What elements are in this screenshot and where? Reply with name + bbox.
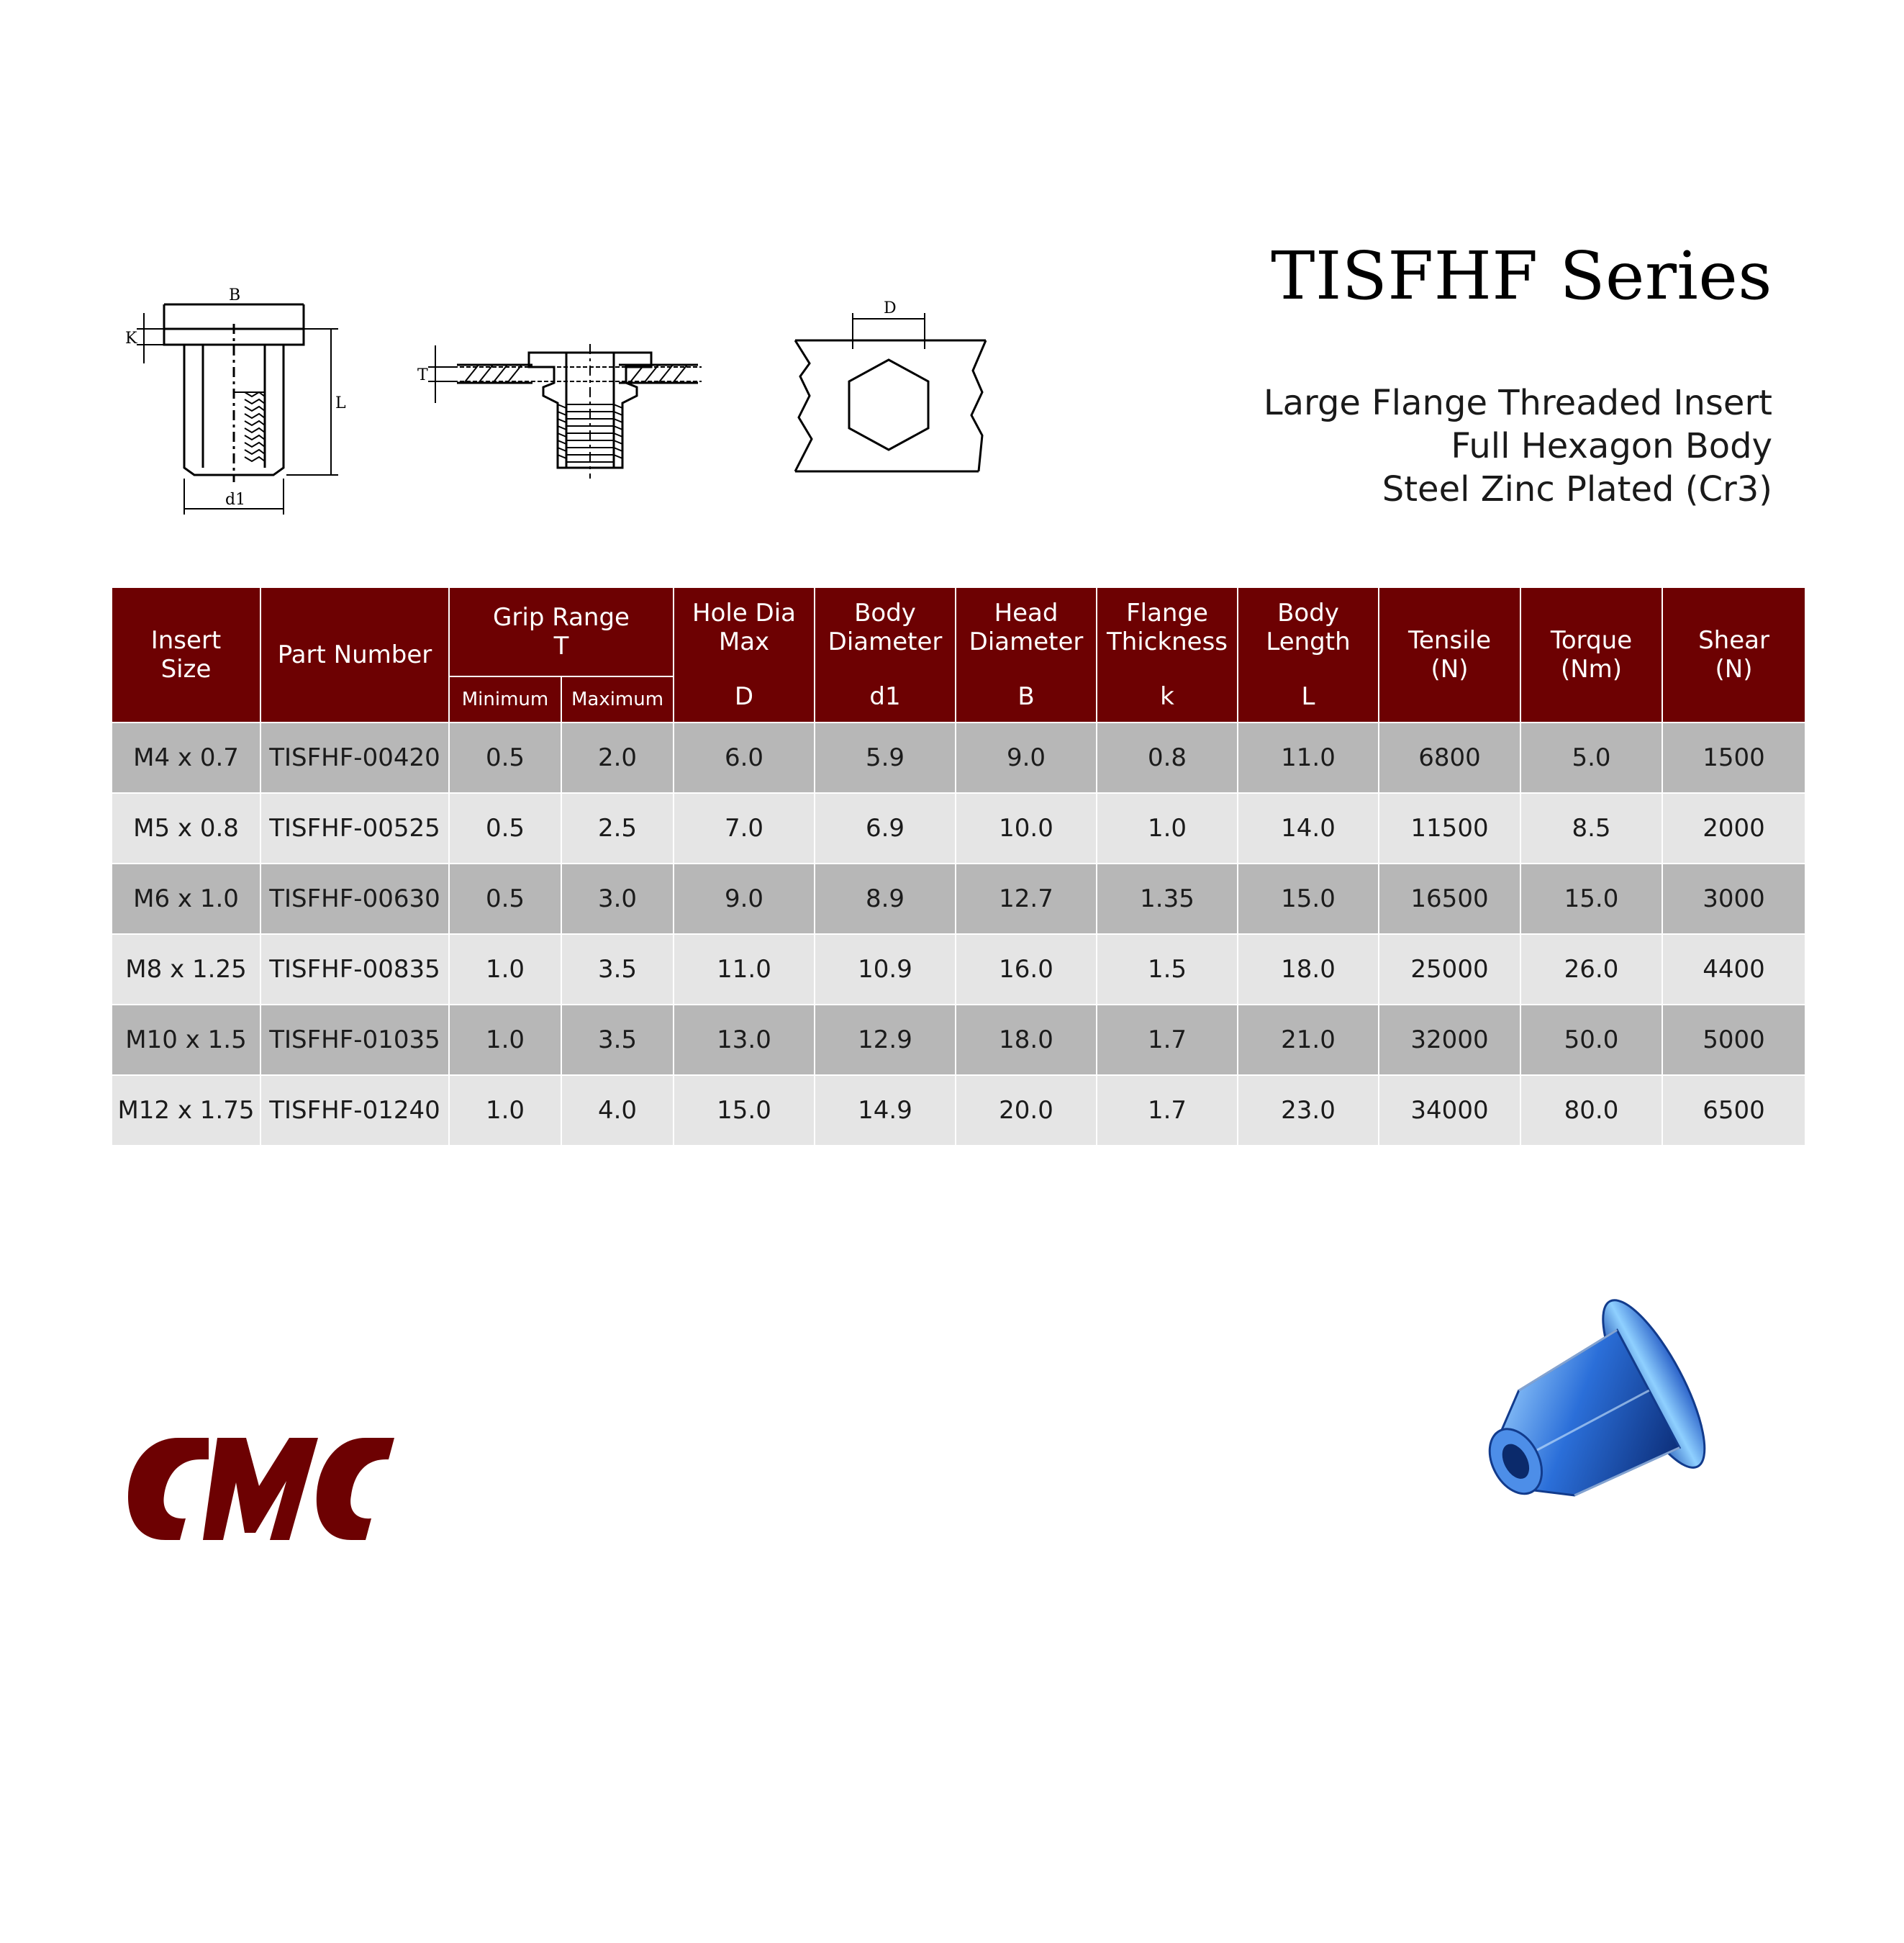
cell-shear: 6500	[1662, 1075, 1805, 1146]
cell-grip-min: 0.5	[449, 793, 561, 864]
cell-tensile: 32000	[1379, 1005, 1520, 1075]
col-header-flange-thickness	[1097, 587, 1238, 723]
cell-shear: 4400	[1662, 934, 1805, 1005]
header-text: Diameter	[969, 628, 1084, 656]
cell-grip-min: 1.0	[449, 1075, 561, 1146]
cell-hole-dia: 9.0	[674, 864, 815, 934]
cell-torque: 8.5	[1520, 793, 1662, 864]
installed-section-drawing	[414, 338, 716, 482]
dim-label-k: K	[125, 330, 137, 348]
cell-part-number: TISFHF-00630	[260, 864, 449, 934]
col-header-tensile	[1379, 587, 1520, 723]
cell-torque: 15.0	[1520, 864, 1662, 934]
cell-body-diameter: 10.9	[815, 934, 956, 1005]
cell-body-diameter: 8.9	[815, 864, 956, 934]
cell-hole-dia: 7.0	[674, 793, 815, 864]
header-text: Diameter	[828, 628, 943, 656]
hex-hole-drawing	[784, 291, 1000, 479]
cell-body-length: 14.0	[1238, 793, 1379, 864]
cell-head-diameter: 9.0	[956, 723, 1097, 793]
col-header-grip-max: Maximum	[561, 676, 674, 723]
cell-grip-min: 1.0	[449, 934, 561, 1005]
cell-flange-thickness: 1.7	[1097, 1075, 1238, 1146]
table-row	[112, 1005, 1805, 1075]
cell-insert-size: M5 x 0.8	[112, 793, 260, 864]
series-title: TISFHF Series	[1271, 237, 1772, 314]
cell-hole-dia: 11.0	[674, 934, 815, 1005]
cell-hole-dia: 15.0	[674, 1075, 815, 1146]
cell-grip-max: 2.5	[561, 793, 674, 864]
cell-head-diameter: 18.0	[956, 1005, 1097, 1075]
header-text: Max	[718, 628, 770, 656]
table-body	[112, 723, 1805, 1146]
cell-grip-max: 2.0	[561, 723, 674, 793]
cell-torque: 80.0	[1520, 1075, 1662, 1146]
table-row	[112, 1075, 1805, 1146]
cell-insert-size: M8 x 1.25	[112, 934, 260, 1005]
cell-body-length: 21.0	[1238, 1005, 1379, 1075]
cell-part-number: TISFHF-01035	[260, 1005, 449, 1075]
col-header-part-number: Part Number	[260, 587, 449, 723]
cell-body-length: 11.0	[1238, 723, 1379, 793]
dim-label-b: B	[229, 286, 241, 304]
product-photo	[1446, 1281, 1734, 1554]
header-text: Shear	[1698, 626, 1769, 655]
cell-flange-thickness: 1.35	[1097, 864, 1238, 934]
cell-insert-size: M4 x 0.7	[112, 723, 260, 793]
brand-logo	[122, 1432, 403, 1547]
table-row	[112, 934, 1805, 1005]
table-row	[112, 723, 1805, 793]
cell-head-diameter: 10.0	[956, 793, 1097, 864]
header-text: Body	[854, 599, 916, 628]
subtitle-line: Steel Zinc Plated (Cr3)	[1382, 469, 1772, 509]
col-header-head-diameter	[956, 587, 1097, 723]
dim-label-d1: d1	[225, 491, 246, 509]
header-text: Head	[994, 599, 1058, 628]
cell-tensile: 16500	[1379, 864, 1520, 934]
cell-part-number: TISFHF-00835	[260, 934, 449, 1005]
cell-head-diameter: 12.7	[956, 864, 1097, 934]
header-text: Size	[160, 655, 212, 684]
header-symbol: B	[1017, 682, 1035, 711]
cell-flange-thickness: 1.0	[1097, 793, 1238, 864]
cell-grip-max: 4.0	[561, 1075, 674, 1146]
col-header-torque	[1520, 587, 1662, 723]
cell-flange-thickness: 0.8	[1097, 723, 1238, 793]
cell-torque: 50.0	[1520, 1005, 1662, 1075]
cell-grip-max: 3.5	[561, 1005, 674, 1075]
cell-hole-dia: 13.0	[674, 1005, 815, 1075]
cell-body-length: 15.0	[1238, 864, 1379, 934]
cell-part-number: TISFHF-00420	[260, 723, 449, 793]
cell-head-diameter: 16.0	[956, 934, 1097, 1005]
subtitle-line: Full Hexagon Body	[1451, 426, 1772, 466]
header-text: Hole Dia	[692, 599, 797, 628]
cell-body-length: 18.0	[1238, 934, 1379, 1005]
col-header-grip-min: Minimum	[449, 676, 561, 723]
cell-insert-size: M6 x 1.0	[112, 864, 260, 934]
header-text: (N)	[1431, 655, 1469, 684]
col-header-shear	[1662, 587, 1805, 723]
cell-tensile: 6800	[1379, 723, 1520, 793]
cell-body-diameter: 6.9	[815, 793, 956, 864]
cell-insert-size: M10 x 1.5	[112, 1005, 260, 1075]
header-text: (Nm)	[1560, 655, 1623, 684]
dim-label-l: L	[335, 394, 346, 412]
cell-shear: 2000	[1662, 793, 1805, 864]
cell-head-diameter: 20.0	[956, 1075, 1097, 1146]
header-text: Tensile	[1408, 626, 1491, 655]
cell-tensile: 34000	[1379, 1075, 1520, 1146]
dim-label-t: T	[417, 366, 428, 384]
header-text: Flange	[1126, 599, 1208, 628]
header-text: Grip Range	[493, 603, 630, 632]
specification-table	[111, 586, 1806, 1146]
header-text: Length	[1266, 628, 1351, 656]
cell-shear: 1500	[1662, 723, 1805, 793]
header-symbol: D	[734, 682, 754, 711]
subtitle-line: Large Flange Threaded Insert	[1263, 383, 1772, 423]
col-header-grip-range	[449, 587, 674, 676]
cell-shear: 3000	[1662, 864, 1805, 934]
cell-body-diameter: 5.9	[815, 723, 956, 793]
cell-insert-size: M12 x 1.75	[112, 1075, 260, 1146]
header-symbol: T	[553, 632, 569, 661]
header-text: Torque	[1550, 626, 1633, 655]
cell-body-length: 23.0	[1238, 1075, 1379, 1146]
cell-part-number: TISFHF-01240	[260, 1075, 449, 1146]
cell-body-diameter: 14.9	[815, 1075, 956, 1146]
table-row	[112, 793, 1805, 864]
col-header-insert-size	[112, 587, 260, 723]
cell-body-diameter: 12.9	[815, 1005, 956, 1075]
header-symbol: L	[1301, 682, 1315, 711]
cell-shear: 5000	[1662, 1005, 1805, 1075]
cell-torque: 26.0	[1520, 934, 1662, 1005]
header-symbol: d1	[869, 682, 901, 711]
header-symbol: k	[1160, 682, 1174, 711]
dim-label-d: D	[884, 299, 897, 317]
cell-grip-min: 1.0	[449, 1005, 561, 1075]
cell-grip-min: 0.5	[449, 864, 561, 934]
side-section-drawing	[122, 284, 353, 522]
cell-hole-dia: 6.0	[674, 723, 815, 793]
cell-grip-min: 0.5	[449, 723, 561, 793]
cell-grip-max: 3.5	[561, 934, 674, 1005]
col-header-hole-dia	[674, 587, 815, 723]
cell-tensile: 11500	[1379, 793, 1520, 864]
header-text: Thickness	[1106, 628, 1228, 656]
cell-flange-thickness: 1.5	[1097, 934, 1238, 1005]
table-row	[112, 864, 1805, 934]
col-header-body-diameter	[815, 587, 956, 723]
cell-grip-max: 3.0	[561, 864, 674, 934]
cell-tensile: 25000	[1379, 934, 1520, 1005]
cell-torque: 5.0	[1520, 723, 1662, 793]
col-header-body-length	[1238, 587, 1379, 723]
cell-flange-thickness: 1.7	[1097, 1005, 1238, 1075]
product-subtitle	[1264, 381, 1772, 511]
cell-part-number: TISFHF-00525	[260, 793, 449, 864]
header-text: (N)	[1715, 655, 1753, 684]
header-text: Insert	[150, 626, 222, 655]
header-text: Body	[1277, 599, 1339, 628]
